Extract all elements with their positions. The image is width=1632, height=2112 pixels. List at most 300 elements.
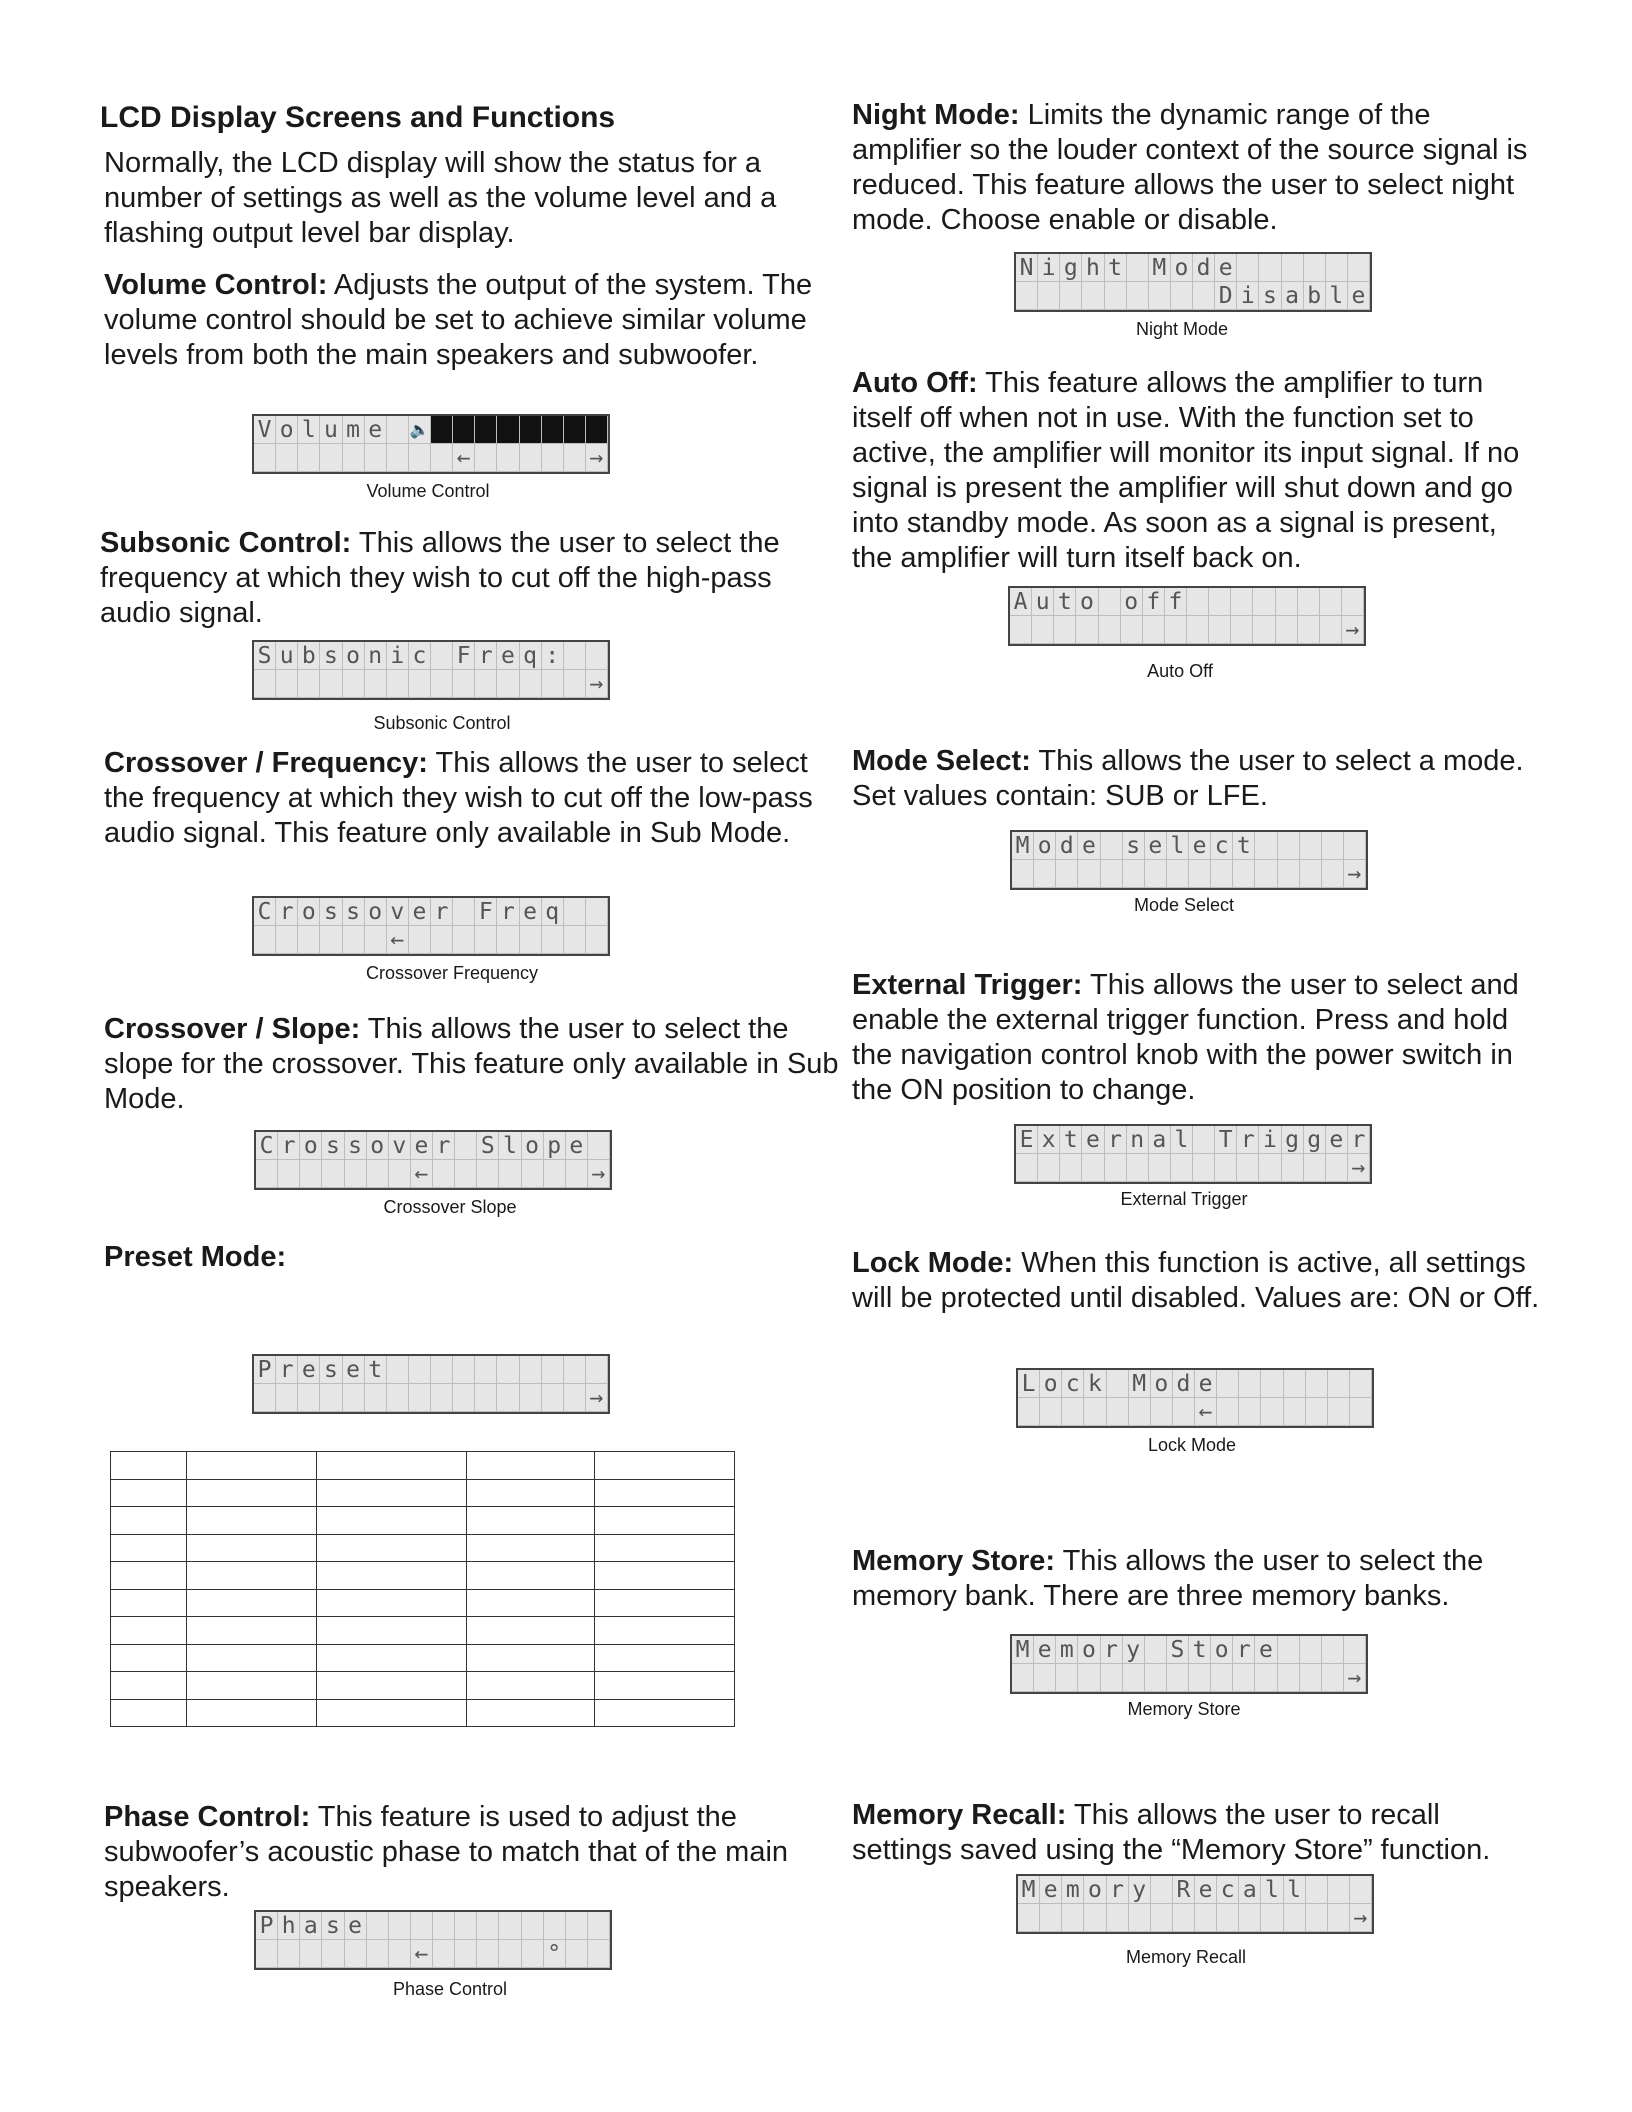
lcd-char-cell: T [1215,1126,1237,1154]
lcd-char-cell [1107,1398,1129,1426]
lcd-char-cell [1195,1904,1217,1932]
lcd-char-cell [1165,616,1187,644]
table-row [111,1589,735,1617]
lcd-char-cell [1173,1904,1195,1932]
lcd-char-cell [320,444,342,472]
lcd-char-cell [520,926,542,954]
lcd-char-cell [345,1940,367,1968]
lcd-char-cell [1326,1154,1348,1182]
lcd-char-cell [1259,1154,1281,1182]
mem-recall-text: This allows the user to recall settings saved using the “Memory Store” function. [852,1799,1491,1866]
table-cell [317,1699,467,1727]
lcd-char-cell [1231,616,1253,644]
lcd-char-cell: P [256,1912,278,1940]
lcd-char-cell: f [1143,588,1165,616]
lcd-char-cell: R [1173,1876,1195,1904]
lcd-char-cell [1304,1154,1326,1182]
lcd-char-cell: r [1233,1636,1255,1664]
table-cell [111,1699,187,1727]
lcd-char-cell [1342,588,1364,616]
lcd-char-cell [475,1356,497,1384]
lcd-char-cell [387,444,409,472]
lcd-char-cell [1276,616,1298,644]
lcd-char-cell: e [343,1356,365,1384]
lcd-char-cell [431,670,453,698]
lcd-char-cell [1348,254,1370,282]
lcd-char-cell: F [475,898,497,926]
lcd-char-cell [1217,1370,1239,1398]
lcd-char-cell: ° [544,1940,566,1968]
lcd-char-cell: o [365,898,387,926]
table-cell [595,1589,735,1617]
lcd-char-cell [455,1160,477,1188]
lcd-char-cell [1237,254,1259,282]
lcd-char-cell [1189,1664,1211,1692]
ext-trigger-caption: External Trigger [1120,1189,1248,1209]
lcd-char-cell [1322,860,1344,888]
lcd-char-cell [1151,1904,1173,1932]
lcd-char-cell: e [1215,254,1237,282]
lcd-char-cell: c [1217,1876,1239,1904]
lcd-char-cell [1187,588,1209,616]
crossover-slope-description [104,1012,844,1117]
lcd-char-cell: o [367,1132,389,1160]
lcd-char-cell [1084,1904,1106,1932]
table-cell [187,1534,317,1562]
lcd-char-cell: r [276,1356,298,1384]
table-cell [595,1452,735,1480]
table-cell [595,1672,735,1700]
lcd-char-cell: t [1189,1636,1211,1664]
lcd-char-cell: → [586,1384,608,1412]
lcd-char-cell: s [1259,282,1281,310]
volume-level-bar [475,416,497,444]
lcd-char-cell: r [1101,1636,1123,1664]
lcd-char-cell [1253,616,1275,644]
lcd-char-cell [300,1940,322,1968]
table-cell [317,1562,467,1590]
lcd-char-cell [1062,1398,1084,1426]
lcd-char-cell: ← [453,444,475,472]
lcd-char-cell: u [1032,588,1054,616]
table-cell [467,1589,595,1617]
lcd-char-cell: r [1107,1876,1129,1904]
lcd-char-cell [1151,1876,1173,1904]
lcd-char-cell: l [1171,1126,1193,1154]
lcd-char-cell [1187,616,1209,644]
lcd-char-cell [1078,1664,1100,1692]
table-cell [111,1589,187,1617]
lcd-char-cell [1060,1154,1082,1182]
lcd-char-cell: o [1171,254,1193,282]
volume-level-bar [431,416,453,444]
table-cell [187,1479,317,1507]
lcd-char-cell: o [1121,588,1143,616]
lcd-char-cell [1278,1664,1300,1692]
lcd-char-cell: u [276,642,298,670]
crossover-slope-caption: Crossover Slope [383,1197,517,1217]
lcd-char-cell [276,444,298,472]
lcd-char-cell [564,1384,586,1412]
lcd-char-cell: e [1255,1636,1277,1664]
lcd-char-cell [1016,1154,1038,1182]
table-row [111,1699,735,1727]
lcd-char-cell [1127,282,1149,310]
table-cell [317,1479,467,1507]
lcd-char-cell [564,926,586,954]
table-cell [111,1507,187,1535]
lcd-char-cell: e [566,1132,588,1160]
lcd-char-cell: y [1123,1636,1145,1664]
lcd-char-cell [586,642,608,670]
lcd-char-cell: x [1038,1126,1060,1154]
lcd-char-cell: e [497,642,519,670]
lcd-char-cell: o [300,1132,322,1160]
lcd-char-cell [343,444,365,472]
lcd-char-cell [254,1384,276,1412]
table-cell [187,1507,317,1535]
lcd-char-cell: r [497,898,519,926]
lcd-char-cell [1298,616,1320,644]
lcd-char-cell [1082,282,1104,310]
lcd-char-cell [343,926,365,954]
table-cell [595,1699,735,1727]
lcd-char-cell [1282,1154,1304,1182]
lcd-char-cell: M [1012,1636,1034,1664]
table-cell [111,1452,187,1480]
lcd-char-cell: l [1167,832,1189,860]
mode-select-description [852,744,1542,814]
table-cell [111,1562,187,1590]
lcd-char-cell: → [588,1160,610,1188]
lcd-char-cell [564,670,586,698]
lcd-char-cell: d [1173,1370,1195,1398]
lcd-char-cell [497,1356,519,1384]
lcd-char-cell [1320,616,1342,644]
lcd-char-cell [1322,1664,1344,1692]
lcd-char-cell [1322,1636,1344,1664]
lcd-char-cell: i [1237,282,1259,310]
lcd-char-cell [1284,1398,1306,1426]
lcd-char-cell [409,670,431,698]
lcd-char-cell [497,1384,519,1412]
table-row [111,1644,735,1672]
table-row [111,1617,735,1645]
table-row [111,1672,735,1700]
lcd-char-cell [1237,1154,1259,1182]
lcd-char-cell [298,670,320,698]
lcd-char-cell [564,444,586,472]
lcd-char-cell: i [1259,1126,1281,1154]
volume-heading: Volume Control: [104,269,328,301]
lcd-char-cell: A [1010,588,1032,616]
lcd-char-cell [320,926,342,954]
table-cell [111,1644,187,1672]
lcd-char-cell: e [409,898,431,926]
lcd-char-cell: o [276,416,298,444]
volume-caption: Volume Control [366,481,490,501]
lcd-char-cell: s [343,898,365,926]
volume-level-bar [542,416,564,444]
mem-store-text: This allows the user to select the memory bank. There are three memory banks. [852,1545,1484,1612]
lcd-char-cell: l [298,416,320,444]
lcd-char-cell [1145,860,1167,888]
subsonic-lcd-display [252,640,610,700]
lcd-char-cell: l [1326,282,1348,310]
lcd-char-cell [1099,616,1121,644]
intro-paragraph: Normally, the LCD display will show the status for a number of settings as well as the volume level and a flashing output level bar display. [104,147,777,249]
lcd-char-cell [586,1356,608,1384]
lcd-char-cell [542,1356,564,1384]
lcd-char-cell [542,926,564,954]
night-description [852,98,1542,238]
lcd-char-cell [566,1912,588,1940]
lcd-char-cell [588,1132,610,1160]
lcd-char-cell [276,1384,298,1412]
lcd-char-cell: → [1344,1664,1366,1692]
lcd-char-cell [433,1160,455,1188]
preset-table [110,1451,735,1727]
lcd-char-cell [1040,1398,1062,1426]
lcd-char-cell [1239,1904,1261,1932]
lcd-char-cell: → [586,444,608,472]
lcd-char-cell: t [365,1356,387,1384]
lcd-char-cell [322,1940,344,1968]
lcd-char-cell [433,1940,455,1968]
lcd-char-cell: d [1056,832,1078,860]
phase-caption: Phase Control [392,1979,508,1999]
lcd-char-cell: C [254,898,276,926]
table-cell [187,1699,317,1727]
lcd-char-cell [278,1160,300,1188]
lcd-char-cell [343,1384,365,1412]
lcd-char-cell [453,670,475,698]
lcd-char-cell [1306,1904,1328,1932]
lcd-char-cell: e [1082,1126,1104,1154]
lcd-char-cell: e [411,1132,433,1160]
lcd-char-cell: e [1078,832,1100,860]
lcd-char-cell: e [1326,1126,1348,1154]
lcd-char-cell [1038,282,1060,310]
lcd-char-cell: a [300,1912,322,1940]
lcd-char-cell [475,1384,497,1412]
lcd-char-cell [1107,1904,1129,1932]
lcd-char-cell [1217,1904,1239,1932]
lcd-char-cell [1149,282,1171,310]
lcd-char-cell: e [1348,282,1370,310]
lcd-char-cell [544,1160,566,1188]
lcd-char-cell [365,670,387,698]
lcd-char-cell [1060,282,1082,310]
lcd-char-cell [475,670,497,698]
lcd-char-cell: e [1189,832,1211,860]
mem-store-caption: Memory Store [1127,1699,1241,1719]
table-row [111,1452,735,1480]
lcd-char-cell [453,1356,475,1384]
lcd-char-cell [1326,254,1348,282]
lcd-char-cell: → [1348,1154,1370,1182]
table-cell [467,1534,595,1562]
lcd-char-cell [1145,1664,1167,1692]
lcd-char-cell [522,1912,544,1940]
lcd-char-cell: b [1304,282,1326,310]
table-cell [595,1479,735,1507]
lcd-char-cell: f [1165,588,1187,616]
lcd-char-cell [1328,1398,1350,1426]
lcd-char-cell [1189,860,1211,888]
lcd-char-cell [1012,1664,1034,1692]
lcd-char-cell: r [431,898,453,926]
lcd-char-cell: o [1211,1636,1233,1664]
lcd-char-cell [1350,1876,1372,1904]
lcd-char-cell: q [520,642,542,670]
lcd-char-cell: l [499,1132,521,1160]
lcd-char-cell [475,926,497,954]
table-cell [317,1534,467,1562]
lcd-char-cell [343,670,365,698]
table-row [111,1562,735,1590]
lcd-char-cell [1105,1154,1127,1182]
lcd-char-cell [409,1384,431,1412]
volume-level-bar [586,416,608,444]
lcd-char-cell [1306,1370,1328,1398]
lcd-char-cell [1171,1154,1193,1182]
crossover-freq-description [104,746,844,851]
lcd-char-cell [1278,832,1300,860]
table-cell [467,1672,595,1700]
lcd-char-cell [497,444,519,472]
lcd-char-cell: m [1056,1636,1078,1664]
night-caption: Night Mode [1135,319,1229,339]
lcd-char-cell [477,1912,499,1940]
lcd-char-cell: M [1012,832,1034,860]
lcd-char-cell [1171,282,1193,310]
lcd-char-cell [409,444,431,472]
lcd-char-cell: ← [1195,1398,1217,1426]
lcd-char-cell: r [276,898,298,926]
lcd-char-cell: e [520,898,542,926]
lcd-char-cell [1255,1664,1277,1692]
lcd-char-cell [256,1940,278,1968]
lcd-char-cell [1012,860,1034,888]
lcd-char-cell [433,1912,455,1940]
lcd-char-cell: o [522,1132,544,1160]
table-cell [595,1617,735,1645]
lcd-char-cell [1056,1664,1078,1692]
lcd-char-cell: o [1084,1876,1106,1904]
lcd-char-cell [1320,588,1342,616]
auto-off-lcd-display [1008,586,1366,646]
ext-trigger-text: This allows the user to select and enable the external trigger function. Press and hold the navigation control knob with the power switch in the ON position to change. [852,969,1519,1106]
lcd-char-cell: o [298,898,320,926]
lcd-char-cell: t [1233,832,1255,860]
lcd-char-cell [389,1912,411,1940]
lcd-char-cell [1076,616,1098,644]
crossover-freq-lcd-display [252,896,610,956]
lcd-char-cell: t [1105,254,1127,282]
lcd-char-cell [1239,1370,1261,1398]
table-cell [467,1617,595,1645]
table-cell [467,1452,595,1480]
lcd-char-cell [1211,1664,1233,1692]
table-cell [467,1699,595,1727]
lcd-char-cell: e [1040,1876,1062,1904]
lcd-char-cell: p [544,1132,566,1160]
lcd-char-cell: t [1060,1126,1082,1154]
lcd-char-cell [431,1384,453,1412]
lcd-char-cell [564,642,586,670]
table-cell [317,1452,467,1480]
table-cell [111,1672,187,1700]
lcd-char-cell [566,1160,588,1188]
lcd-char-cell [1233,860,1255,888]
lcd-char-cell [254,926,276,954]
lcd-char-cell: s [322,1132,344,1160]
lcd-char-cell: D [1215,282,1237,310]
lcd-char-cell: r [1348,1126,1370,1154]
lcd-char-cell [1034,1664,1056,1692]
lcd-char-cell: L [1018,1370,1040,1398]
mode-select-lcd-display [1010,830,1368,890]
lcd-char-cell: a [1239,1876,1261,1904]
table-cell [467,1562,595,1590]
lcd-char-cell: o [1040,1370,1062,1398]
table-cell [595,1644,735,1672]
lcd-char-cell [1099,588,1121,616]
lcd-char-cell [254,670,276,698]
lcd-char-cell: h [278,1912,300,1940]
mem-recall-heading: Memory Recall: [852,1799,1067,1831]
lcd-char-cell [1121,616,1143,644]
volume-lcd-display [252,414,610,474]
lcd-char-cell [1145,1636,1167,1664]
mode-select-caption: Mode Select [1133,895,1235,915]
lcd-char-cell [1215,1154,1237,1182]
speaker-icon: 🔈 [409,416,431,444]
subsonic-heading: Subsonic Control: [100,527,352,559]
lcd-char-cell [588,1912,610,1940]
phase-description [104,1800,844,1905]
lcd-char-cell [320,670,342,698]
lcd-char-cell [409,926,431,954]
lock-heading: Lock Mode: [852,1247,1014,1279]
lcd-char-cell [254,444,276,472]
lcd-char-cell: o [343,642,365,670]
lcd-char-cell [1167,860,1189,888]
lcd-char-cell [1173,1398,1195,1426]
table-cell [111,1534,187,1562]
lcd-char-cell: r [433,1132,455,1160]
table-row [111,1479,735,1507]
lcd-char-cell [1054,616,1076,644]
lcd-char-cell [276,670,298,698]
lcd-char-cell: g [1282,1126,1304,1154]
lcd-char-cell: y [1129,1876,1151,1904]
lcd-char-cell [477,1940,499,1968]
lcd-char-cell: v [389,1132,411,1160]
lcd-char-cell [256,1160,278,1188]
table-cell [317,1507,467,1535]
table-cell [317,1617,467,1645]
lcd-char-cell [1300,1636,1322,1664]
lcd-char-cell: : [542,642,564,670]
lcd-char-cell: P [254,1356,276,1384]
lcd-char-cell [522,1940,544,1968]
volume-level-bar [497,416,519,444]
lcd-char-cell [365,1384,387,1412]
lcd-char-cell [1032,616,1054,644]
table-cell [317,1644,467,1672]
